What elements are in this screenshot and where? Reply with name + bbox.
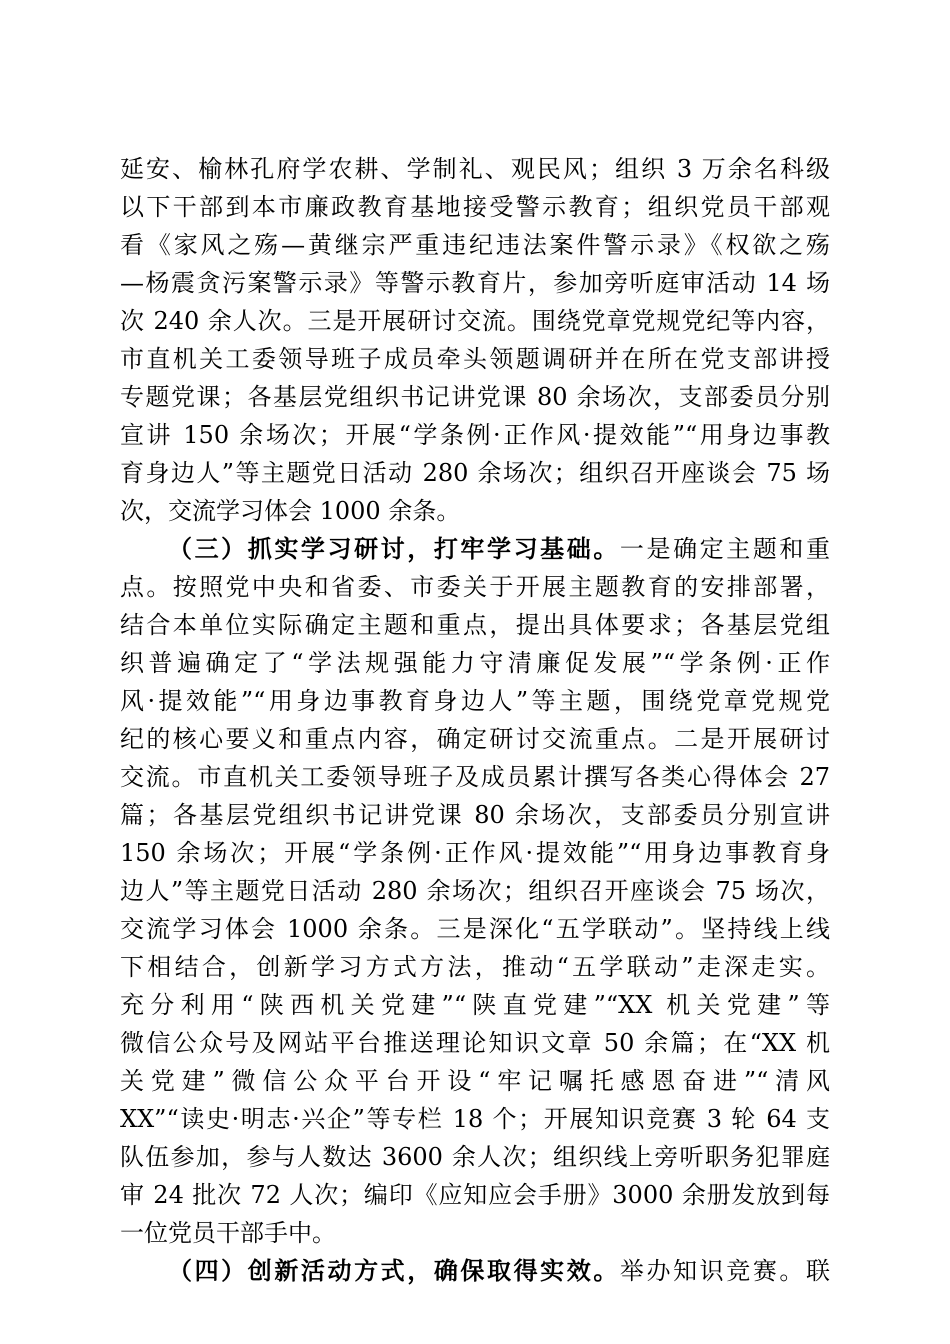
- text-line: 结合本单位实际确定主题和重点，提出具体要求；各基层党组: [120, 611, 830, 639]
- text-line: 边人”等主题党日活动 280 余场次；组织召开座谈会 75 场次，: [120, 877, 830, 905]
- text-line: 点。按照党中央和省委、市委关于开展主题教育的安排部署，: [120, 573, 830, 601]
- text-line: 次，交流学习体会 1000 余条。: [120, 497, 461, 525]
- document-page: [120, 150, 830, 1290]
- text-line: 交流。市直机关工委领导班子及成员累计撰写各类心得体会 27: [120, 763, 830, 791]
- text-line: 市直机关工委领导班子成员牵头领题调研并在所在党支部讲授: [120, 345, 830, 373]
- text-line: —杨震贪污案警示录》等警示教育片，参加旁听庭审活动 14 场: [120, 269, 830, 297]
- text-line: 充分利用“陕西机关党建”“陕直党建”“XX 机关党建”等: [120, 991, 830, 1019]
- text-line: 一位党员干部手中。: [120, 1219, 336, 1247]
- text-line: 关党建”微信公众平台开设“牢记嘱托感恩奋进”“清风: [120, 1067, 830, 1095]
- text-line: 风·提效能”“用身边事教育身边人”等主题，围绕党章党规党: [120, 687, 830, 715]
- text-line: 宣讲 150 余场次；开展“学条例·正作风·提效能”“用身边事教: [120, 421, 830, 449]
- section-3-heading: （三）抓实学习研讨，打牢学习基础。: [168, 534, 620, 563]
- section-3-first-line: [120, 530, 830, 568]
- text-line: 队伍参加，参与人数达 3600 余人次；组织线上旁听职务犯罪庭: [120, 1143, 830, 1171]
- text-line: 看《家风之殇—黄继宗严重违纪违法案件警示录》《权欲之殇: [120, 231, 830, 259]
- text-line: 延安、榆林孔府学农耕、学制礼、观民风；组织 3 万余名科级: [120, 155, 830, 183]
- text-line: 下相结合，创新学习方式方法，推动“五学联动”走深走实。: [120, 953, 830, 981]
- text-line: 纪的核心要义和重点内容，确定研讨交流重点。二是开展研讨: [120, 725, 830, 753]
- section-4-heading: （四）创新活动方式，确保取得实效。: [168, 1256, 620, 1285]
- text-line: 以下干部到本市廉政教育基地接受警示教育；组织党员干部观: [120, 193, 830, 221]
- text-line: 篇；各基层党组织书记讲党课 80 余场次，支部委员分别宣讲: [120, 801, 830, 829]
- text-line: 织普遍确定了“学法规强能力守清廉促发展”“学条例·正作: [120, 649, 830, 677]
- text-line: 育身边人”等主题党日活动 280 余场次；组织召开座谈会 75 场: [120, 459, 830, 487]
- section-3-first-text: 一是确定主题和重: [619, 535, 831, 563]
- section-4-first-line: [120, 1252, 830, 1290]
- section-4-first-text: 举办知识竞赛。联: [619, 1257, 831, 1285]
- text-line: 150 余场次；开展“学条例·正作风·提效能”“用身边事教育身: [120, 839, 830, 867]
- text-line: 专题党课；各基层党组织书记讲党课 80 余场次，支部委员分别: [120, 383, 830, 411]
- text-line: 审 24 批次 72 人次；编印《应知应会手册》3000 余册发放到每: [120, 1181, 830, 1209]
- text-line: 交流学习体会 1000 余条。三是深化“五学联动”。坚持线上线: [120, 915, 830, 943]
- text-line: 微信公众号及网站平台推送理论知识文章 50 余篇；在“XX 机: [120, 1029, 830, 1057]
- text-line: 次 240 余人次。三是开展研讨交流。围绕党章党规党纪等内容，: [120, 307, 830, 335]
- text-line: XX”“读史·明志·兴企”等专栏 18 个；开展知识竞赛 3 轮 64 支: [120, 1105, 830, 1133]
